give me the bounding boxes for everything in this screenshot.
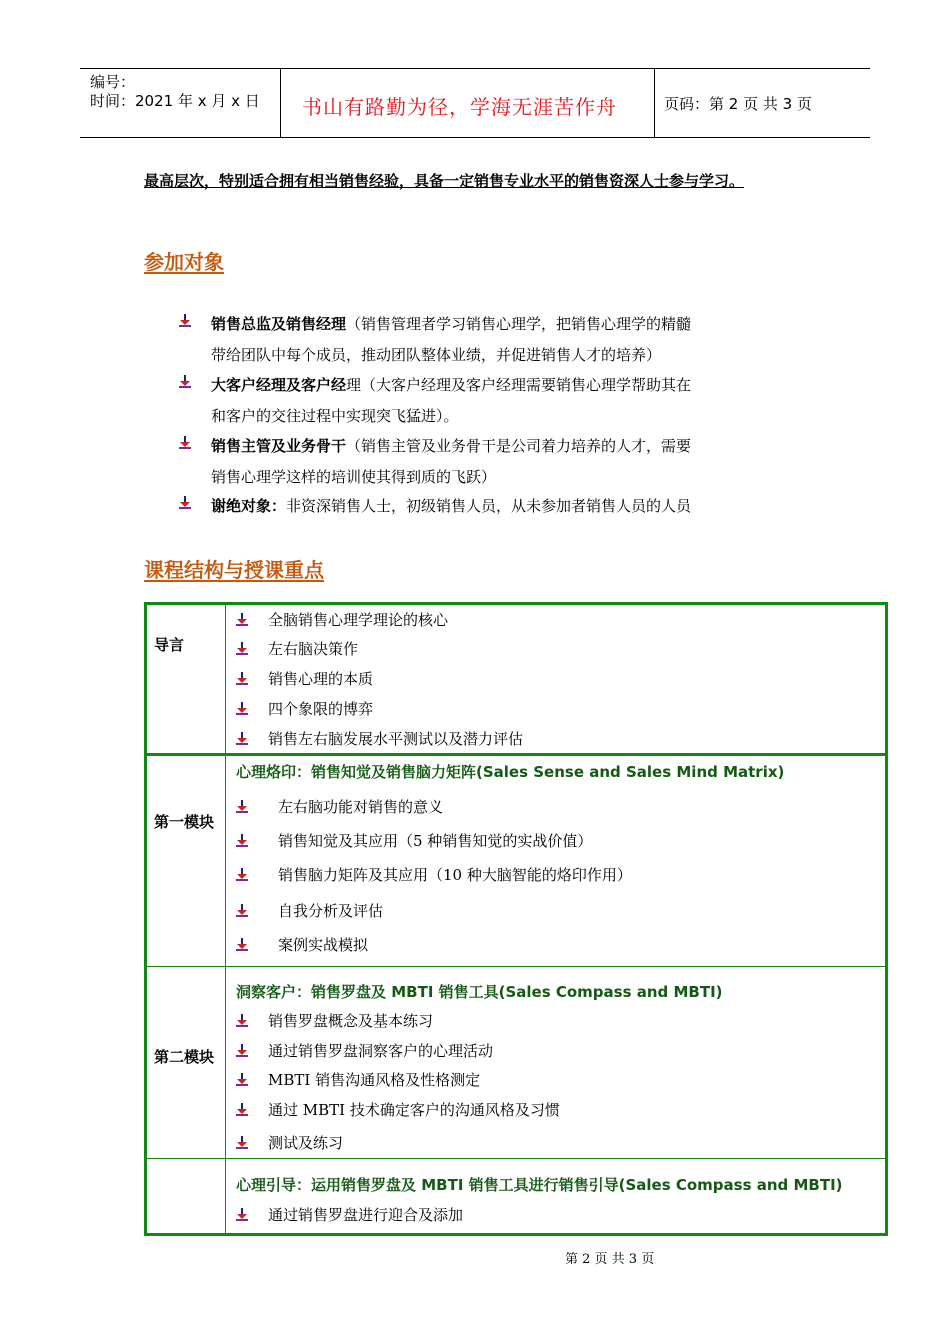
participant-role: 谢绝对象：	[211, 497, 287, 515]
course-table	[144, 602, 888, 1236]
table-divider	[144, 1158, 888, 1159]
participant-desc-line1: 非资深销售人士，初级销售人员，从未参加者销售人员的人员	[286, 497, 692, 515]
arrow-down-bullet-icon	[178, 495, 192, 509]
arrow-down-bullet-icon	[235, 731, 249, 745]
table-border	[144, 602, 147, 1236]
course-item: 通过 MBTI 技术确定客户的沟通风格及习惯	[268, 1101, 560, 1119]
course-item: 自我分析及评估	[278, 902, 384, 920]
participant-item	[211, 491, 691, 522]
table-border	[885, 602, 888, 1236]
table-border	[144, 753, 888, 756]
course-item: 测试及练习	[268, 1134, 344, 1152]
table-border	[144, 1233, 888, 1236]
section-title-participants: 参加对象	[144, 250, 224, 274]
course-item: MBTI 销售沟通风格及性格测定	[268, 1071, 481, 1089]
arrow-down-bullet-icon	[235, 937, 249, 951]
course-item: 销售知觉及其应用（5 种销售知觉的实战价值）	[278, 832, 593, 850]
module-label: 导言	[154, 636, 185, 654]
header-number: 编号：	[90, 73, 136, 91]
arrow-down-bullet-icon	[235, 1207, 249, 1221]
header-page: 页码：第 2 页 共 3 页	[664, 95, 812, 113]
participant-desc-line1: （销售主管及业务骨干是公司着力培养的人才，需要	[346, 437, 692, 455]
course-item: 全脑销售心理学理论的核心	[268, 611, 449, 629]
header-table	[80, 68, 870, 138]
arrow-down-bullet-icon	[235, 833, 249, 847]
table-border	[144, 602, 888, 605]
arrow-down-bullet-icon	[235, 867, 249, 881]
arrow-down-bullet-icon	[235, 1102, 249, 1116]
course-item: 销售脑力矩阵及其应用（10 种大脑智能的烙印作用）	[278, 866, 632, 884]
participant-desc-line1: 理（大客户经理及客户经理需要销售心理学帮助其在	[346, 376, 692, 394]
module-heading: 心理烙印：销售知觉及销售脑力矩阵(Sales Sense and Sales Mind Matrix)	[236, 763, 785, 781]
table-divider	[144, 966, 888, 967]
arrow-down-bullet-icon	[178, 374, 192, 388]
participant-desc-line2: 和客户的交往过程中实现突飞猛进）。	[211, 407, 459, 425]
section-title-course: 课程结构与授课重点	[144, 558, 324, 582]
header-divider	[654, 69, 655, 137]
participant-desc-line1: （销售管理者学习销售心理学，把销售心理学的精髓	[346, 315, 692, 333]
arrow-down-bullet-icon	[235, 903, 249, 917]
arrow-down-bullet-icon	[235, 799, 249, 813]
course-item: 左右脑决策作	[268, 640, 359, 658]
page-footer: 第 2 页 共 3 页	[565, 1252, 655, 1267]
participant-desc-line2: 销售心理学这样的培训使其得到质的飞跃）	[211, 468, 497, 486]
course-item: 销售心理的本质	[268, 670, 374, 688]
course-item: 案例实战模拟	[278, 936, 369, 954]
participant-role: 大客户经理及客户经	[211, 376, 347, 394]
arrow-down-bullet-icon	[235, 671, 249, 685]
course-item: 四个象限的博弈	[268, 700, 374, 718]
arrow-down-bullet-icon	[235, 701, 249, 715]
module-heading: 心理引导：运用销售罗盘及 MBTI 销售工具进行销售引导(Sales Compass and MBTI)	[236, 1176, 843, 1194]
arrow-down-bullet-icon	[235, 1072, 249, 1086]
course-item: 左右脑功能对销售的意义	[278, 798, 444, 816]
header-motto: 书山有路勤为径，学海无涯苦作舟	[302, 95, 617, 119]
participant-role: 销售主管及业务骨干	[211, 437, 347, 455]
arrow-down-bullet-icon	[235, 1043, 249, 1057]
header-time: 时间：2021 年 x 月 x 日	[90, 92, 260, 110]
arrow-down-bullet-icon	[178, 435, 192, 449]
participant-item	[211, 370, 691, 432]
intro-text: 最高层次，特别适合拥有相当销售经验，具备一定销售专业水平的销售资深人士参与学习。	[144, 172, 745, 190]
header-divider	[280, 69, 281, 137]
module-label: 第二模块	[154, 1048, 215, 1066]
participant-role: 销售总监及销售经理	[211, 315, 347, 333]
arrow-down-bullet-icon	[178, 313, 192, 327]
course-item: 销售罗盘概念及基本练习	[268, 1012, 434, 1030]
course-item: 销售左右脑发展水平测试以及潜力评估	[268, 730, 524, 748]
participant-item	[211, 309, 691, 371]
course-item: 通过销售罗盘进行迎合及添加	[268, 1206, 464, 1224]
course-item: 通过销售罗盘洞察客户的心理活动	[268, 1042, 494, 1060]
arrow-down-bullet-icon	[235, 641, 249, 655]
table-divider	[225, 602, 226, 1236]
module-label: 第一模块	[154, 813, 215, 831]
arrow-down-bullet-icon	[235, 612, 249, 626]
participant-desc-line2: 带给团队中每个成员，推动团队整体业绩，并促进销售人才的培养）	[211, 346, 662, 364]
arrow-down-bullet-icon	[235, 1135, 249, 1149]
participant-item	[211, 431, 691, 493]
arrow-down-bullet-icon	[235, 1013, 249, 1027]
module-heading: 洞察客户：销售罗盘及 MBTI 销售工具(Sales Compass and MBTI)	[236, 983, 723, 1001]
